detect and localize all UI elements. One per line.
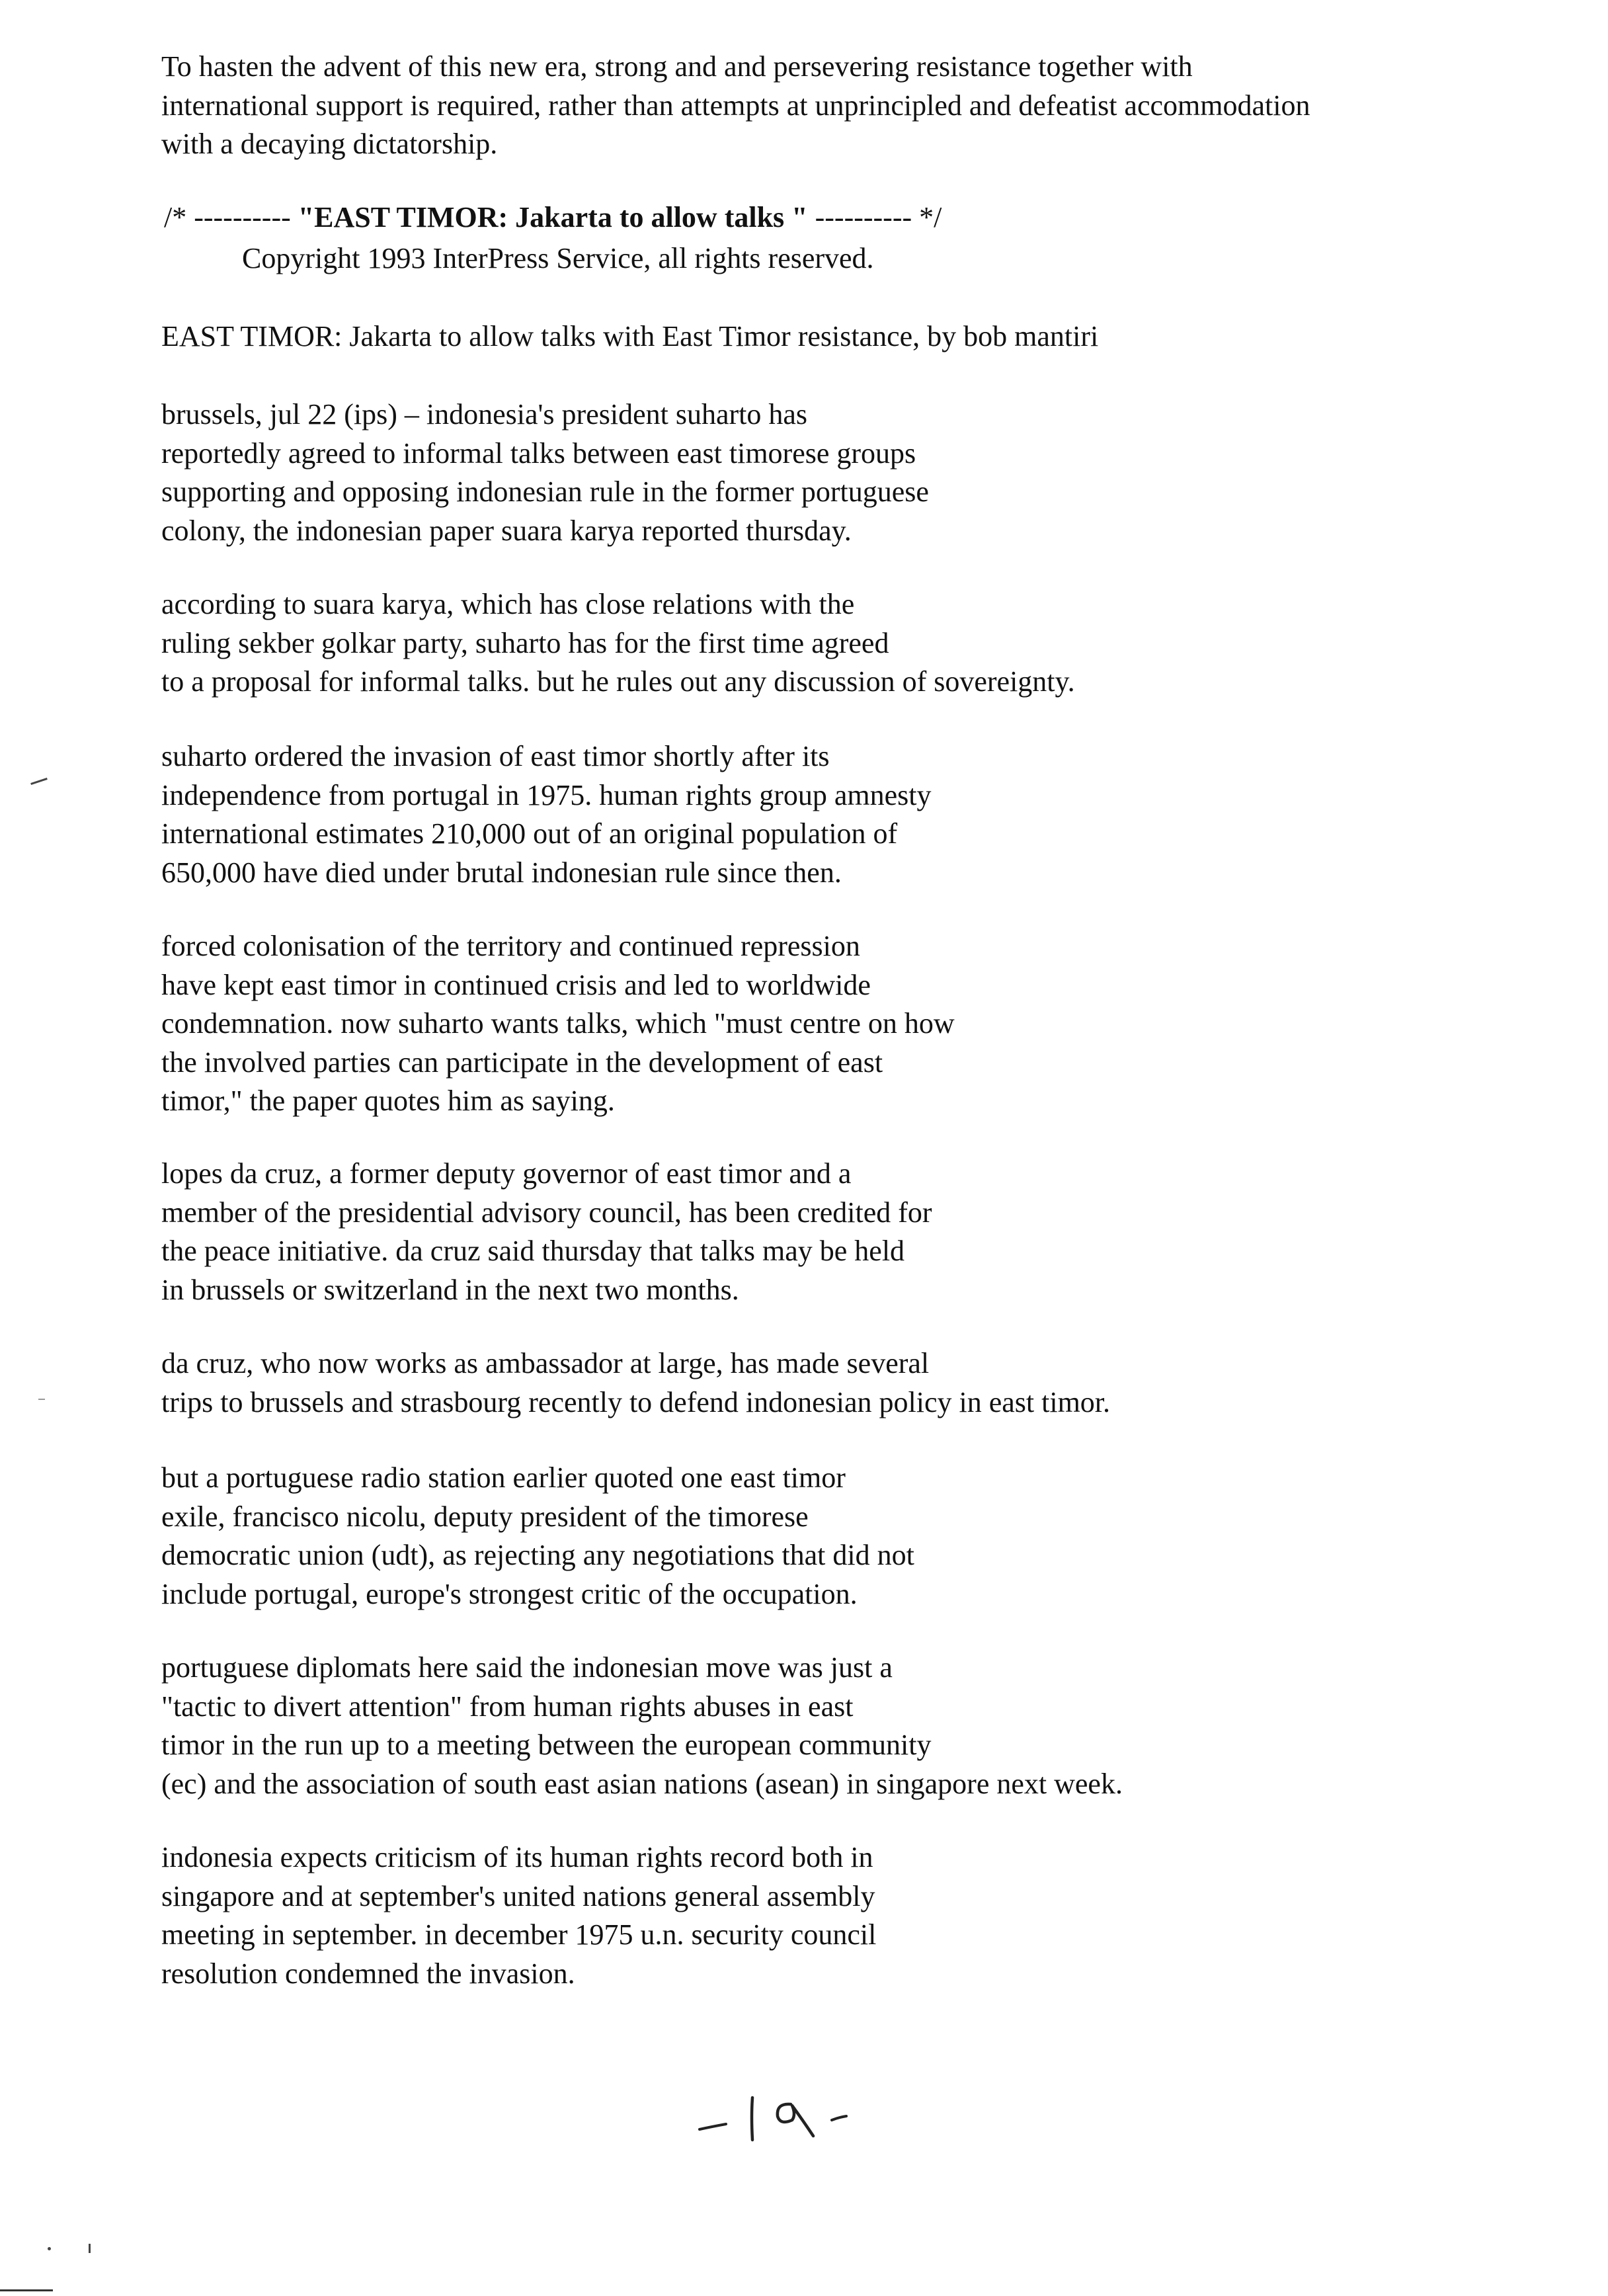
article-paragraph [161,737,1484,892]
text-line: international estimates 210,000 out of an original population of [161,817,898,850]
text-line: in brussels or switzerland in the next two months. [161,1273,739,1306]
text-line: exile, francisco nicolu, deputy president of the timorese [161,1500,809,1533]
scan-edge-line [0,2289,53,2291]
margin-mark [38,1399,45,1400]
article-paragraph [161,1838,1484,1993]
text-line: (ec) and the association of south east asian nations (asean) in singapore next week. [161,1767,1123,1800]
text-line: singapore and at september's united nations general assembly [161,1879,875,1912]
text-line: ruling sekber golkar party, suharto has for the first time agreed [161,626,889,659]
article-paragraph [161,1649,1484,1803]
text-line: portuguese diplomats here said the indonesian move was just a [161,1651,893,1684]
intro-paragraph [161,48,1484,164]
text-line: forced colonisation of the territory and continued repression [161,930,860,962]
text-line: To hasten the advent of this new era, strong and and persevering resistance together with [161,50,1193,83]
text-line: trips to brussels and strasbourg recently to defend indonesian policy in east timor. [161,1385,1111,1418]
text-line: indonesia expects criticism of its human rights record both in [161,1841,873,1873]
text-line: timor in the run up to a meeting between the european community [161,1729,932,1761]
article-paragraph [161,927,1484,1121]
article-paragraph [161,395,1484,550]
header-prefix: /* ---------- [164,201,298,233]
article-byline: EAST TIMOR: Jakarta to allow talks with East Timor resistance, by bob mantiri [161,320,1099,352]
article-paragraph [161,1344,1484,1422]
text-line: have kept east timor in continued crisis and led to worldwide [161,968,871,1001]
article-paragraph [161,585,1484,702]
text-line: 650,000 have died under brutal indonesian rule since then. [161,856,842,889]
text-line: with a decaying dictatorship. [161,128,498,160]
page-number-drawing [692,2083,864,2156]
text-line: the peace initiative. da cruz said thursday that talks may be held [161,1235,905,1267]
text-line: independence from portugal in 1975. human rights group amnesty [161,778,932,811]
text-line: condemnation. now suharto wants talks, which "must centre on how [161,1007,955,1040]
text-line: meeting in september. in december 1975 u.n. security council [161,1918,877,1951]
text-line: reportedly agreed to informal talks between east timorese groups [161,436,916,470]
text-line: the involved parties can participate in the development of east [161,1046,883,1079]
text-line: to a proposal for informal talks. but he rules out any discussion of sovereignty. [161,665,1075,698]
margin-mark [30,778,48,785]
text-line: colony, the indonesian paper suara karya reported thursday. [161,514,852,547]
text-line: lopes da cruz, a former deputy governor of east timor and a [161,1157,852,1190]
scan-speck [89,2244,91,2253]
article-paragraph [161,1155,1484,1309]
scan-speck [48,2247,51,2250]
text-line: "tactic to divert attention" from human rights abuses in east [161,1690,854,1723]
text-line: da cruz, who now works as ambassador at large, has made several [161,1347,930,1379]
text-line: suharto ordered the invasion of east timor shortly after its [161,740,830,772]
handwritten-page-number [692,2083,864,2156]
text-line: democratic union (udt), as rejecting any negotiations that did not [161,1539,914,1571]
article-header [164,198,942,237]
text-line: member of the presidential advisory council, has been credited for [161,1196,932,1229]
text-line: supporting and opposing indonesian rule in the former portuguese [161,475,929,508]
text-line: resolution condemned the invasion. [161,1957,575,1990]
text-line: international support is required, rather than attempts at unprincipled and defeatist accommodation [161,89,1310,122]
text-line: timor," the paper quotes him as saying. [161,1085,615,1117]
text-line: but a portuguese radio station earlier quoted one east timor [161,1461,846,1494]
text-line: according to suara karya, which has close relations with the [161,588,855,620]
article-title: "EAST TIMOR: Jakarta to allow talks " [298,201,808,233]
article-paragraph [161,1459,1484,1614]
text-line: brussels, jul 22 (ips) – indonesia's president suharto has [161,398,808,430]
copyright-notice: Copyright 1993 InterPress Service, all rights reserved. [242,242,874,274]
header-suffix: ---------- */ [807,201,942,233]
text-line: include portugal, europe's strongest critic of the occupation. [161,1577,858,1610]
